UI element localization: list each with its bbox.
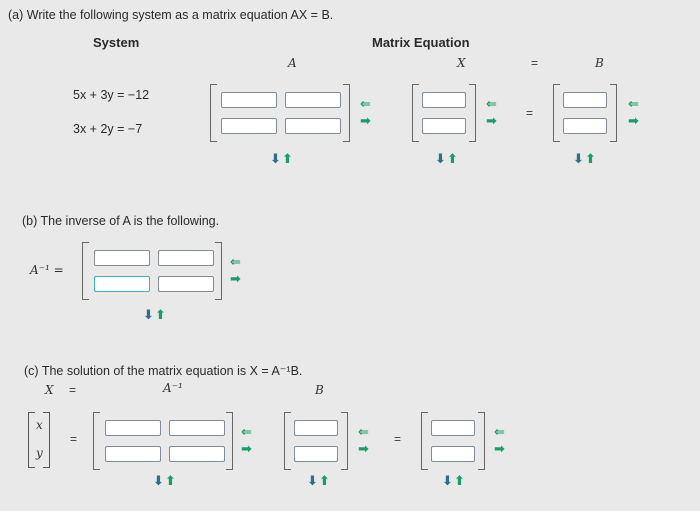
right-bracket (469, 84, 476, 142)
equation-2: 3x + 2y = −7 (73, 122, 143, 136)
matrix-equation-heading: Matrix Equation (372, 35, 470, 50)
matrix-A-cell-21[interactable] (221, 118, 277, 134)
matrix-B-cell-2[interactable] (563, 118, 607, 134)
add-row-icon[interactable]: ⬇ (573, 151, 584, 166)
equals-sign: = (526, 106, 534, 120)
left-bracket (421, 412, 428, 470)
matrix-X (412, 84, 476, 142)
left-bracket (553, 84, 560, 142)
matrix-A (210, 84, 350, 142)
equation-1: 5x + 3y = −12 (73, 88, 150, 102)
left-bracket (28, 412, 35, 468)
add-row-icon[interactable]: ⬇ (435, 151, 446, 166)
vector-y: y (36, 446, 43, 460)
left-bracket (82, 242, 89, 300)
remove-column-icon[interactable]: ⇐ (230, 254, 241, 269)
remove-column-icon[interactable]: ⇐ (628, 96, 639, 111)
add-row-icon[interactable]: ⬇ (307, 473, 318, 488)
left-bracket (284, 412, 291, 470)
matrix-B-c-cell-1[interactable] (294, 420, 338, 436)
matrix-Ainv-c-cell-12[interactable] (169, 420, 225, 436)
add-row-icon[interactable]: ⬇ (153, 473, 164, 488)
remove-row-icon[interactable]: ⬆ (447, 151, 458, 166)
vector-x: x (36, 418, 43, 432)
add-row-icon[interactable]: ⬇ (143, 307, 154, 322)
remove-column-icon[interactable]: ⇐ (241, 424, 252, 439)
matrix-Ainv-cell-12[interactable] (158, 250, 214, 266)
matrix-A-inverse (82, 242, 222, 300)
vector-xy (28, 412, 50, 468)
matrix-A-cell-11[interactable] (221, 92, 277, 108)
matrix-Ainv-c-cell-21[interactable] (105, 446, 161, 462)
add-column-icon[interactable]: ➡ (628, 113, 639, 128)
remove-row-icon[interactable]: ⬆ (165, 473, 176, 488)
right-bracket (226, 412, 233, 470)
right-bracket (478, 412, 485, 470)
left-bracket (412, 84, 419, 142)
right-bracket (610, 84, 617, 142)
matrix-X-cell-2[interactable] (422, 118, 466, 134)
label-A: A (288, 56, 297, 70)
remove-column-icon[interactable]: ⇐ (494, 424, 505, 439)
right-bracket (43, 412, 50, 468)
remove-column-icon[interactable]: ⇐ (486, 96, 497, 111)
remove-row-icon[interactable]: ⬆ (155, 307, 166, 322)
label-equals: = (531, 56, 539, 70)
label-B: B (315, 383, 324, 397)
matrix-A-cell-22[interactable] (285, 118, 341, 134)
add-row-icon[interactable]: ⬇ (270, 151, 281, 166)
label-A-inverse: A⁻¹ (163, 381, 183, 395)
add-column-icon[interactable]: ➡ (241, 441, 252, 456)
matrix-A-cell-12[interactable] (285, 92, 341, 108)
add-column-icon[interactable]: ➡ (494, 441, 505, 456)
matrix-Ainv-c-cell-11[interactable] (105, 420, 161, 436)
matrix-Ainv-c-cell-22[interactable] (169, 446, 225, 462)
add-column-icon[interactable]: ➡ (230, 271, 241, 286)
matrix-X-cell-1[interactable] (422, 92, 466, 108)
remove-row-icon[interactable]: ⬆ (319, 473, 330, 488)
A-inverse-label: A⁻¹ = (30, 263, 64, 277)
matrix-B-c (284, 412, 348, 470)
matrix-B (553, 84, 617, 142)
system-heading: System (93, 35, 140, 50)
equals-sign: = (70, 432, 78, 446)
label-B: B (595, 56, 604, 70)
add-column-icon[interactable]: ➡ (358, 441, 369, 456)
add-row-icon[interactable]: ⬇ (442, 473, 453, 488)
remove-column-icon[interactable]: ⇐ (360, 96, 371, 111)
right-bracket (341, 412, 348, 470)
part-b-prompt: (b) The inverse of A is the following. (22, 214, 220, 228)
left-bracket (210, 84, 217, 142)
label-X: X (45, 383, 54, 397)
label-X: X (457, 56, 466, 70)
part-c-prompt: (c) The solution of the matrix equation is X = A⁻¹B. (24, 364, 303, 378)
matrix-result-cell-2[interactable] (431, 446, 475, 462)
remove-column-icon[interactable]: ⇐ (358, 424, 369, 439)
label-eq: = (69, 383, 77, 397)
remove-row-icon[interactable]: ⬆ (454, 473, 465, 488)
right-bracket (215, 242, 222, 300)
matrix-B-c-cell-2[interactable] (294, 446, 338, 462)
matrix-Ainv-cell-22[interactable] (158, 276, 214, 292)
left-bracket (93, 412, 100, 470)
equals-sign: = (394, 432, 402, 446)
matrix-Ainv-cell-21[interactable] (94, 276, 150, 292)
matrix-result-cell-1[interactable] (431, 420, 475, 436)
matrix-A-inverse-c (93, 412, 233, 470)
add-column-icon[interactable]: ➡ (486, 113, 497, 128)
matrix-result (421, 412, 485, 470)
add-column-icon[interactable]: ➡ (360, 113, 371, 128)
remove-row-icon[interactable]: ⬆ (282, 151, 293, 166)
remove-row-icon[interactable]: ⬆ (585, 151, 596, 166)
right-bracket (343, 84, 350, 142)
matrix-Ainv-cell-11[interactable] (94, 250, 150, 266)
part-a-prompt: (a) Write the following system as a matrix equation AX = B. (8, 8, 334, 22)
matrix-B-cell-1[interactable] (563, 92, 607, 108)
